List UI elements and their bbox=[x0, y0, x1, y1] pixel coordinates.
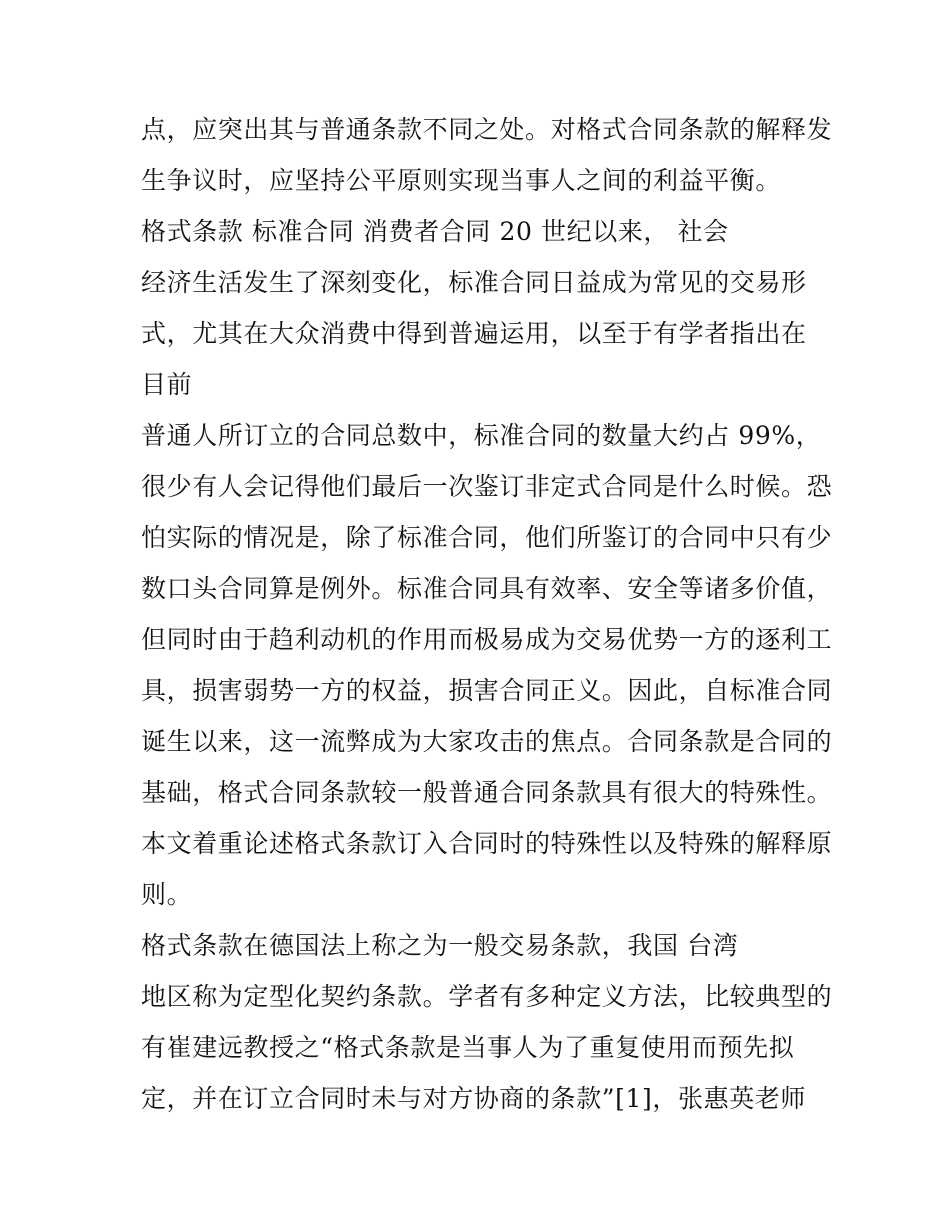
text-line: 地区称为定型化契约条款。学者有多种定义方法，比较典型的 bbox=[141, 982, 833, 1011]
text-line: 具，损害弱势一方的权益，损害合同正义。因此，自标准合同 bbox=[141, 676, 833, 705]
text-line: 基础，格式合同条款较一般普通合同条款具有很大的特殊性。 bbox=[141, 778, 833, 807]
text-line: 式，尤其在大众消费中得到普遍运用，以至于有学者指出在 bbox=[141, 319, 807, 348]
text-line: 有崔建远教授之“格式条款是当事人为了重复使用而预先拟 bbox=[141, 1033, 795, 1062]
text-line: 格式条款 标准合同 消费者合同 20 世纪以来， 社会 bbox=[141, 217, 729, 246]
text-line: 则。 bbox=[141, 880, 193, 909]
text-line: 定，并在订立合同时未与对方协商的条款”[1]，张惠英老师 bbox=[141, 1084, 806, 1113]
text-line: 生争议时，应坚持公平原则实现当事人之间的利益平衡。 bbox=[141, 166, 782, 195]
text-line: 点，应突出其与普通条款不同之处。对格式合同条款的解释发 bbox=[141, 115, 833, 144]
text-line: 普通人所订立的合同总数中，标准合同的数量大约占 99%， bbox=[141, 421, 822, 450]
text-line: 但同时由于趋利动机的作用而极易成为交易优势一方的逐利工 bbox=[141, 625, 833, 654]
text-line: 怕实际的情况是，除了标准合同，他们所鉴订的合同中只有少 bbox=[141, 523, 833, 552]
text-line: 数口头合同算是例外。标准合同具有效率、安全等诸多价值， bbox=[141, 574, 833, 603]
text-line: 很少有人会记得他们最后一次鉴订非定式合同是什么时候。恐 bbox=[141, 472, 833, 501]
text-line: 诞生以来，这一流弊成为大家攻击的焦点。合同条款是合同的 bbox=[141, 727, 833, 756]
text-line: 本文着重论述格式条款订入合同时的特殊性以及特殊的解释原 bbox=[141, 829, 833, 858]
text-line: 格式条款在德国法上称之为一般交易条款，我国 台湾 bbox=[141, 931, 739, 960]
text-line: 经济生活发生了深刻变化，标准合同日益成为常见的交易形 bbox=[141, 268, 807, 297]
body-text bbox=[141, 104, 833, 1124]
text-line: 目前 bbox=[141, 370, 193, 399]
